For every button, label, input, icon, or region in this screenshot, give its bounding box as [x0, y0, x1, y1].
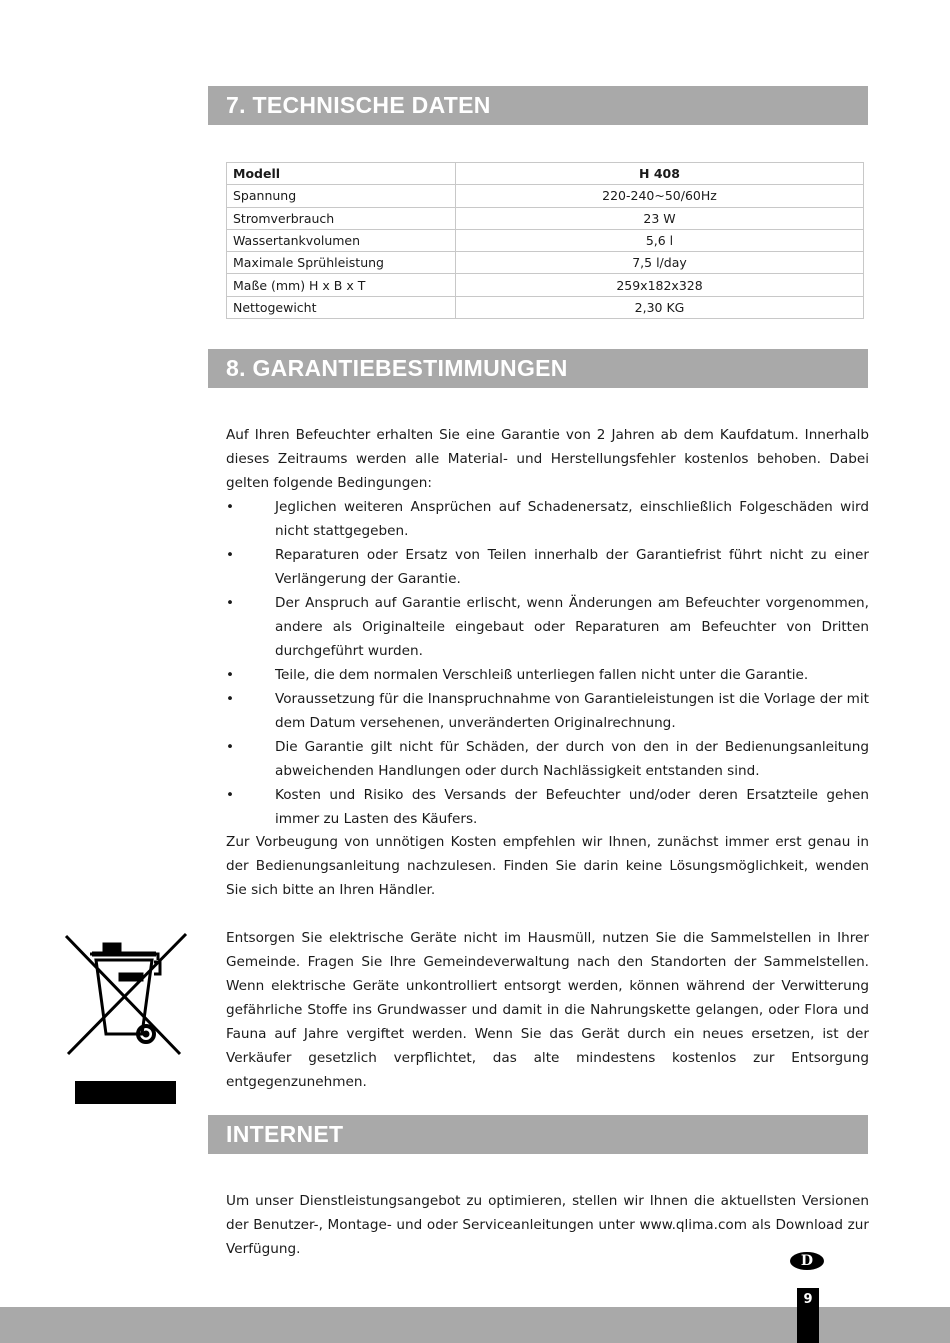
list-item — [226, 495, 869, 543]
bullet-icon: • — [226, 499, 235, 515]
warranty-conditions-list — [226, 495, 869, 831]
table-cell-label: Nettogewicht — [227, 296, 456, 318]
list-item — [226, 663, 869, 687]
list-item — [226, 735, 869, 783]
table-row — [227, 252, 864, 274]
table-cell-value: 220-240~50/60Hz — [456, 185, 864, 207]
internet-paragraph: Um unser Dienstleistungsangebot zu optimieren, stellen wir Ihnen die aktuellsten Versionen der Benutzer-, Montage- und oder Serviceanleitungen unter www.qlima.com als Download zur Verfügung. — [226, 1193, 869, 1257]
table-cell-value: 7,5 l/day — [456, 252, 864, 274]
table-row — [227, 185, 864, 207]
bullet-icon: • — [226, 691, 235, 707]
list-item-text: Die Garantie gilt nicht für Schäden, der durch von den in der Bedienungsanleitung abweichenden Handlungen oder durch Nachlässigkeit entstanden sind. — [275, 739, 869, 779]
table-cell-value: 23 W — [456, 207, 864, 229]
list-item-text: Teile, die dem normalen Verschleiß unterliegen fallen nicht unter die Garantie. — [275, 667, 809, 683]
page-number: 9 — [797, 1288, 819, 1343]
crossed-out-wheelie-bin-icon — [62, 930, 190, 1060]
list-item — [226, 687, 869, 735]
warranty-body — [226, 423, 869, 831]
table-cell-label: Modell — [227, 163, 456, 185]
list-item — [226, 543, 869, 591]
table-cell-label: Maße (mm) H x B x T — [227, 274, 456, 296]
table-cell-label: Stromverbrauch — [227, 207, 456, 229]
table-row — [227, 207, 864, 229]
language-badge: D — [790, 1252, 824, 1270]
list-item-text: Kosten und Risiko des Versands der Befeuchter und/oder deren Ersatzteile gehen immer zu Lasten des Käufers. — [275, 787, 869, 827]
table-cell-label: Wassertankvolumen — [227, 229, 456, 251]
section-title-technical-data: 7. TECHNISCHE DATEN — [208, 86, 868, 125]
list-item-text: Voraussetzung für die Inanspruchnahme von Garantieleistungen ist die Vorlage der mit dem Datum versehenen, unveränderten Originalrechnung. — [275, 691, 869, 731]
table-cell-value: H 408 — [456, 163, 864, 185]
list-item — [226, 591, 869, 663]
table-row — [227, 229, 864, 251]
bullet-icon: • — [226, 547, 235, 563]
list-item — [226, 783, 869, 831]
list-item-text: Reparaturen oder Ersatz von Teilen innerhalb der Garantiefrist führt nicht zu einer Verlängerung der Garantie. — [275, 547, 869, 587]
table-row — [227, 296, 864, 318]
bullet-icon: • — [226, 667, 235, 683]
table-cell-label: Maximale Sprühleistung — [227, 252, 456, 274]
section-title-internet: INTERNET — [208, 1115, 868, 1154]
table-header-row — [227, 163, 864, 185]
warranty-intro: Auf Ihren Befeuchter erhalten Sie eine Garantie von 2 Jahren ab dem Kaufdatum. Innerhalb dieses Zeitraums werden alle Material- und Herstellungsfehler kostenlos behoben. Dabei gelten folgende Bedingungen: — [226, 427, 869, 491]
bullet-icon: • — [226, 739, 235, 755]
table-cell-label: Spannung — [227, 185, 456, 207]
weee-black-bar — [75, 1081, 176, 1104]
table-cell-value: 2,30 KG — [456, 296, 864, 318]
bullet-icon: • — [226, 787, 235, 803]
list-item-text: Jeglichen weiteren Ansprüchen auf Schadenersatz, einschließlich Folgeschäden wird nicht stattgegeben. — [275, 499, 869, 539]
section-title-warranty: 8. GARANTIEBESTIMMUNGEN — [208, 349, 868, 388]
list-item-text: Der Anspruch auf Garantie erlischt, wenn Änderungen am Befeuchter vorgenommen, andere als Originalteile eingebaut oder Reparaturen am Befeuchter von Dritten durchgeführt wurden. — [275, 595, 869, 659]
table-row — [227, 274, 864, 296]
table-cell-value: 259x182x328 — [456, 274, 864, 296]
bullet-icon: • — [226, 595, 235, 611]
prevention-paragraph: Zur Vorbeugung von unnötigen Kosten empfehlen wir Ihnen, zunächst immer erst genau in der Bedienungsanleitung nachzulesen. Finden Sie darin keine Lösungsmöglichkeit, wenden Sie sich bitte an Ihren Händler. — [226, 834, 869, 898]
specifications-table — [226, 162, 864, 319]
table-cell-value: 5,6 l — [456, 229, 864, 251]
disposal-paragraph: Entsorgen Sie elektrische Geräte nicht im Hausmüll, nutzen Sie die Sammelstellen in Ihrer Gemeinde. Fragen Sie Ihre Gemeindeverwaltung nach den Standorten der Sammelstellen. Wenn elektrische Geräte unkontrolliert entsorgt werden, können während der Verwitterung gefährliche Stoffe ins Grundwasser und damit in die Nahrungskette gelangen, oder Flora und Fauna auf Jahre vergiftet werden. Wenn Sie das Gerät durch ein neues ersetzen, ist der Verkäufer gesetzlich verpflichtet, das alte mindestens kostenlos zur Entsorgung entgegenzunehmen. — [226, 930, 869, 1090]
